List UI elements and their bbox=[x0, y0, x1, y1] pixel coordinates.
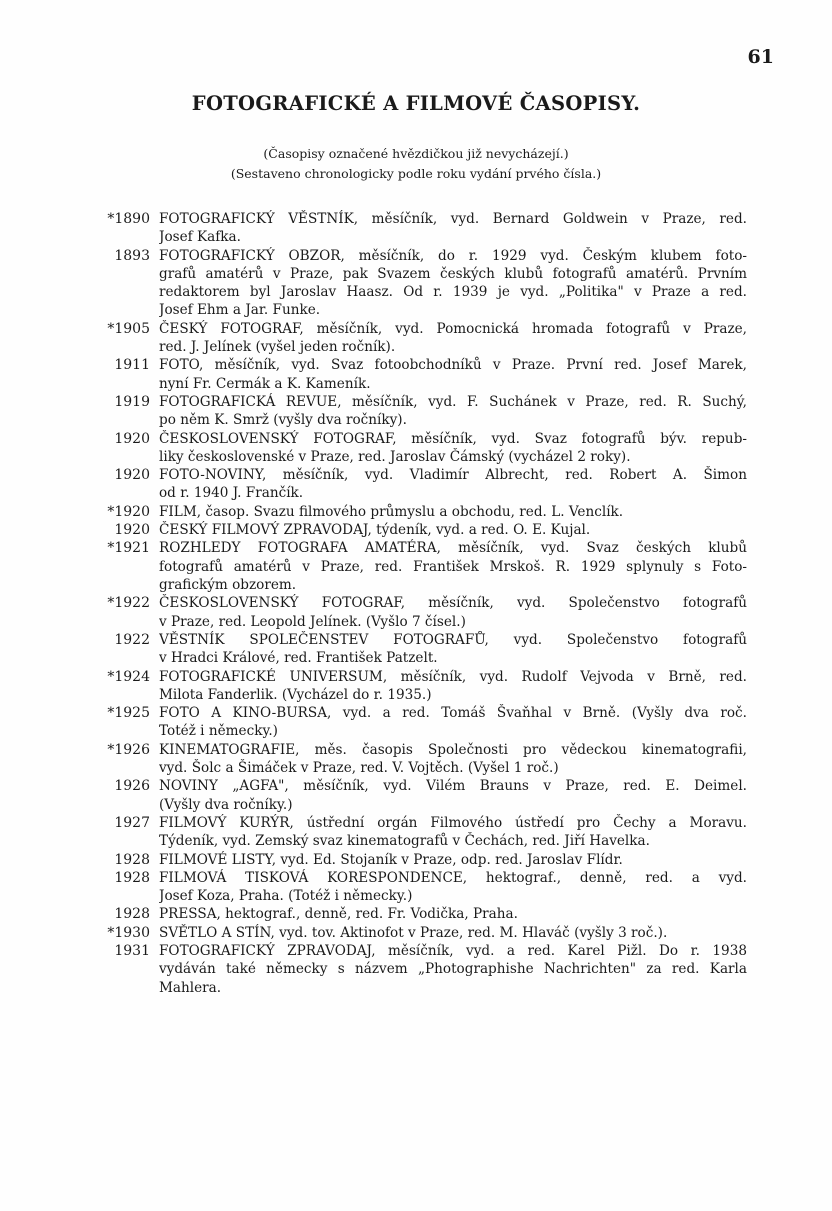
entry-text-line: FILMOVÁ TISKOVÁ KORESPONDENCE, hektograf., denně, red. a vyd. bbox=[159, 869, 747, 886]
entry-year: 1893 bbox=[114, 247, 150, 264]
entry-text-line: grafů amatérů v Praze, pak Svazem českých klubů fotografů amatérů. Prvním bbox=[159, 265, 747, 282]
entry-text-line: Milota Fanderlik. (Vycházel do r. 1935.) bbox=[159, 686, 432, 703]
entry-text-line: red. J. Jelínek (vyšel jeden ročník). bbox=[159, 339, 396, 356]
entry-text-line: NOVINY „AGFA", měsíčník, vyd. Vilém Brauns v Praze, red. E. Deimel. bbox=[159, 778, 747, 795]
entry-text-line: FILMOVÉ LISTY, vyd. Ed. Stojaník v Praze, odp. red. Jaroslav Flídr. bbox=[159, 851, 623, 868]
entry-text-line: v Praze, red. Leopold Jelínek. (Vyšlo 7 čísel.) bbox=[159, 613, 466, 630]
entry-year: 1920 bbox=[114, 522, 150, 539]
entry-year: 1922 bbox=[114, 631, 150, 648]
entry-text-line: FOTO A KINO-BURSA, vyd. a red. Tomáš Švaňhal v Brně. (Vyšly dva roč. bbox=[159, 705, 747, 722]
entry-year: *1890 bbox=[107, 211, 150, 227]
entry-text-line: Mahlera. bbox=[159, 979, 222, 996]
entry-year: *1930 bbox=[107, 924, 150, 941]
entry-text-line: FOTOGRAFICKÝ OBZOR, měsíčník, do r. 1929 vyd. Českým klubem foto- bbox=[159, 247, 747, 264]
entry-text-line: od r. 1940 J. Frančík. bbox=[159, 485, 304, 502]
entry-text-line: PRESSA, hektograf., denně, red. Fr. Vodička, Praha. bbox=[159, 906, 518, 923]
entry-text-line: FILM, časop. Svazu filmového průmyslu a obchodu, red. L. Venclík. bbox=[159, 503, 624, 520]
entry-year: 1911 bbox=[114, 357, 150, 374]
entry-year: *1921 bbox=[107, 540, 150, 557]
entry-text-line: (Vyšly dva ročníky.) bbox=[159, 796, 293, 813]
entry-text-line: ČESKOSLOVENSKÝ FOTOGRAF, měsíčník, vyd. Svaz fotografů býv. repub- bbox=[159, 430, 747, 447]
entry-text-line: SVĚTLO A STÍN, vyd. tov. Aktinofot v Praze, red. M. Hlaváč (vyšly 3 roč.). bbox=[159, 924, 668, 941]
entry-text-line: ROZHLEDY FOTOGRAFA AMATÉRA, měsíčník, vyd. Svaz českých klubů bbox=[159, 540, 747, 557]
entry-year: *1924 bbox=[107, 668, 150, 685]
entry-year: *1925 bbox=[107, 705, 150, 722]
entry-text-line: Totéž i německy.) bbox=[159, 723, 278, 740]
entry-year: 1928 bbox=[114, 906, 150, 923]
entry-text-line: FILMOVÝ KURÝR, ústřední orgán Filmového ústředí pro Čechy a Moravu. bbox=[159, 814, 747, 831]
entry-text-line: FOTOGRAFICKÁ REVUE, měsíčník, vyd. F. Suchánek v Praze, red. R. Suchý, bbox=[159, 394, 747, 410]
entry-year: 1926 bbox=[114, 778, 150, 795]
entry-text-line: ČESKÝ FILMOVÝ ZPRAVODAJ, týdeník, vyd. a red. O. E. Kujal. bbox=[159, 522, 591, 539]
entry-text-line: FOTOGRAFICKÝ VĚSTNÍK, měsíčník, vyd. Bernard Goldwein v Praze, red. bbox=[159, 211, 747, 227]
entry-text-line: po něm K. Smrž (vyšly dva ročníky). bbox=[159, 412, 407, 429]
entry-text-line: FOTO-NOVINY, měsíčník, vyd. Vladimír Albrecht, red. Robert A. Šimon bbox=[159, 467, 747, 484]
entry-text-line: Josef Kafka. bbox=[159, 229, 241, 246]
entry-year: *1920 bbox=[107, 503, 150, 520]
entry-text-line: redaktorem byl Jaroslav Haasz. Od r. 1939 je vyd. „Politika" v Praze a red. bbox=[159, 284, 747, 301]
entry-text-line: Josef Ehm a Jar. Funke. bbox=[159, 302, 321, 319]
entry-text-line: VĚSTNÍK SPOLEČENSTEV FOTOGRAFŮ, vyd. Společenstvo fotografů bbox=[159, 631, 747, 648]
entry-text-line: v Hradci Králové, red. František Patzelt. bbox=[159, 650, 438, 667]
entry-text-line: vydáván také německy s názvem „Photographishe Nachrichten" za red. Karla bbox=[159, 961, 747, 978]
entry-year: 1920 bbox=[114, 467, 150, 484]
subtitle-note: (Časopisy označené hvězdičkou již nevycházejí.) bbox=[263, 146, 569, 161]
page-number: 61 bbox=[747, 46, 774, 68]
subtitle-note: (Sestaveno chronologicky podle roku vydání prvého čísla.) bbox=[230, 166, 602, 181]
entry-text-line: liky československé v Praze, red. Jaroslav Čámský (vycházel 2 roky). bbox=[159, 448, 631, 465]
entry-text-line: ČESKOSLOVENSKÝ FOTOGRAF, měsíčník, vyd. Společenstvo fotografů bbox=[159, 595, 747, 612]
page-title: FOTOGRAFICKÉ A FILMOVÉ ČASOPISY. bbox=[191, 92, 641, 115]
entry-year: 1927 bbox=[114, 814, 150, 831]
entry-text-line: FOTOGRAFICKÝ ZPRAVODAJ, měsíčník, vyd. a red. Karel Pižl. Do r. 1938 bbox=[159, 943, 747, 959]
entry-year: 1928 bbox=[114, 869, 150, 886]
entry-text-line: ČESKÝ FOTOGRAF, měsíčník, vyd. Pomocnická hromada fotografů v Praze, bbox=[159, 320, 747, 337]
entry-text-line: KINEMATOGRAFIE, měs. časopis Společnosti pro vědeckou kinematografii, bbox=[159, 741, 747, 758]
entry-text-line: fotografů amatérů v Praze, red. František Mrskoš. R. 1929 splynuly s Foto- bbox=[159, 558, 747, 575]
entry-text-line: Josef Koza, Praha. (Totéž i německy.) bbox=[159, 888, 413, 905]
entry-year: *1905 bbox=[107, 320, 150, 337]
entry-year: *1922 bbox=[107, 595, 150, 612]
entry-text-line: Týdeník, vyd. Zemský svaz kinematografů v Čechách, red. Jiří Havelka. bbox=[159, 833, 650, 850]
entry-year: 1919 bbox=[114, 394, 150, 410]
entry-year: 1928 bbox=[114, 851, 150, 868]
entry-text-line: nyní Fr. Cermák a K. Kameník. bbox=[159, 375, 371, 392]
entry-year: *1926 bbox=[107, 741, 150, 758]
entry-text-line: vyd. Šolc a Šimáček v Praze, red. V. Vojtěch. (Vyšel 1 roč.) bbox=[159, 759, 559, 776]
entry-year: 1920 bbox=[114, 430, 150, 447]
entry-text-line: FOTOGRAFICKÉ UNIVERSUM, měsíčník, vyd. Rudolf Vejvoda v Brně, red. bbox=[159, 668, 747, 685]
entry-text-line: FOTO, měsíčník, vyd. Svaz fotoobchodníků v Praze. První red. Josef Marek, bbox=[159, 357, 747, 374]
entry-text-line: grafickým obzorem. bbox=[159, 576, 297, 593]
entry-year: 1931 bbox=[114, 943, 150, 959]
